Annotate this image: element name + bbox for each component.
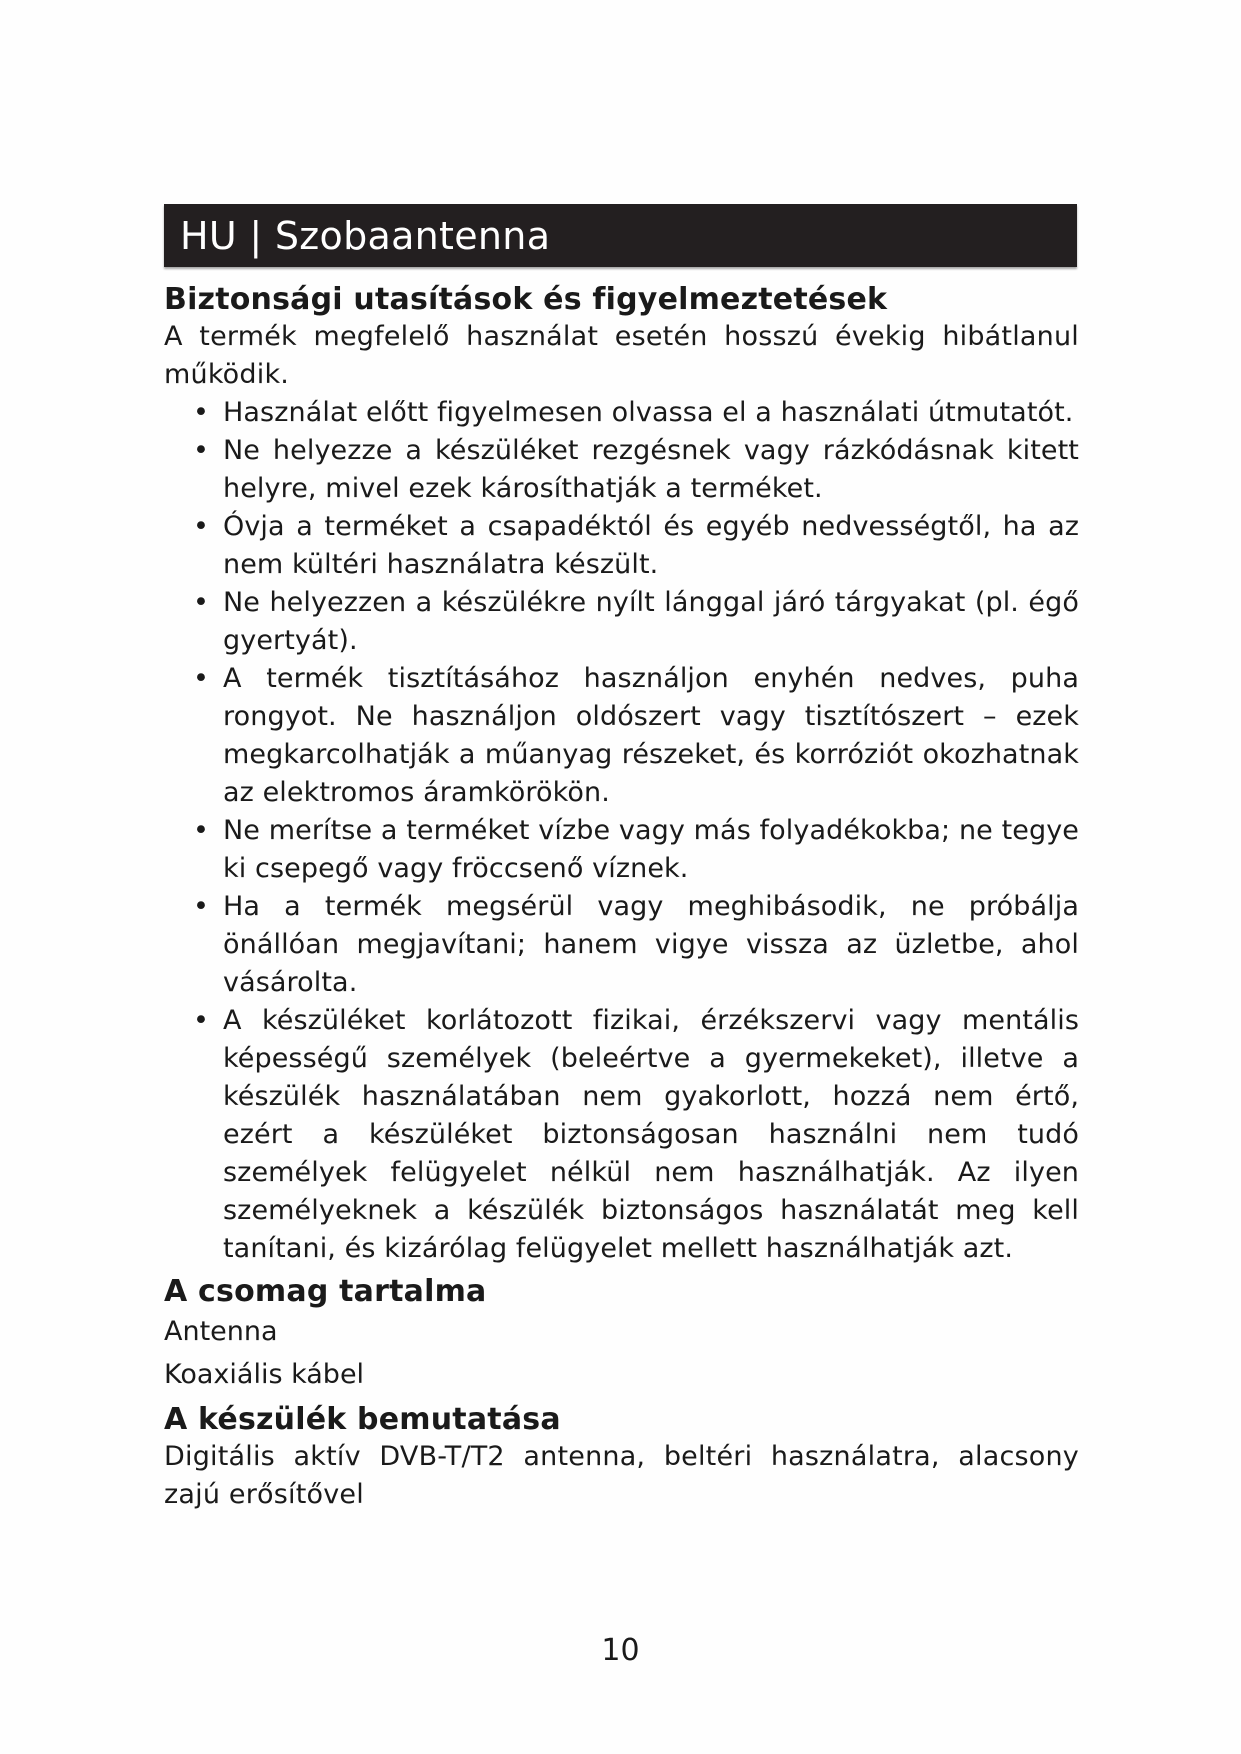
list-item-text: Ne merítse a terméket vízbe vagy más folyadékokba; ne tegye ki csepegő vagy fröccsenő víznek. bbox=[223, 815, 1079, 884]
package-item: Koaxiális kábel bbox=[164, 1359, 365, 1390]
bullet-icon: • bbox=[193, 663, 210, 694]
safety-heading: Biztonsági utasítások és figyelmeztetések bbox=[164, 282, 888, 317]
list-item-text: Használat előtt figyelmesen olvassa el a használati útmutatót. bbox=[223, 397, 1074, 428]
safety-list bbox=[164, 394, 1079, 1268]
content bbox=[164, 282, 1079, 1514]
list-item-text: A termék tisztításához használjon enyhén nedves, puha rongyot. Ne használjon oldószert vagy tisztítószert – ezek megkarcolhatják a műanyag részeket, és korróziót okozhatnak az elektromos áramkörökön. bbox=[223, 663, 1079, 808]
list-item-text: Ne helyezze a készüléket rezgésnek vagy rázkódásnak kitett helyre, mivel ezek károsíthatják a terméket. bbox=[223, 435, 1079, 504]
package-heading: A csomag tartalma bbox=[164, 1274, 487, 1309]
bullet-icon: • bbox=[193, 1005, 210, 1036]
safety-intro: A termék megfelelő használat esetén hosszú évekig hibátlanul működik. bbox=[164, 321, 1079, 390]
package-section bbox=[164, 1274, 1079, 1396]
device-section bbox=[164, 1402, 1079, 1514]
device-description: Digitális aktív DVB-T/T2 antenna, beltéri használatra, alacsony zajú erősítővel bbox=[164, 1441, 1079, 1510]
list-item bbox=[193, 812, 1079, 888]
bullet-icon: • bbox=[193, 511, 210, 542]
package-item: Antenna bbox=[164, 1316, 278, 1347]
list-item-text: Ha a termék megsérül vagy meghibásodik, ne próbálja önállóan megjavítani; hanem vigye vissza az üzletbe, ahol vásárolta. bbox=[223, 891, 1079, 998]
list-item bbox=[193, 1002, 1079, 1268]
header-bar bbox=[164, 204, 1077, 267]
safety-section bbox=[164, 282, 1079, 1268]
list-item-text: A készüléket korlátozott fizikai, érzékszervi vagy mentális képességű személyek (beleértve a gyermekeket), illetve a készülék használatában nem gyakorlott, hozzá nem értő, ezért a készüléket biztonságosan használni nem tudó személyek felügyelet nélkül nem használhatják. Az ilyen személyeknek a készülék biztonságos használatát meg kell tanítani, és kizárólag felügyelet mellett használhatják azt. bbox=[223, 1005, 1079, 1264]
list-item bbox=[193, 394, 1079, 432]
list-item-text: Ne helyezzen a készülékre nyílt lánggal járó tárgyakat (pl. égő gyertyát). bbox=[223, 587, 1079, 656]
bullet-icon: • bbox=[193, 891, 210, 922]
bullet-icon: • bbox=[193, 397, 210, 428]
list-item bbox=[193, 584, 1079, 660]
list-item-text: Óvja a terméket a csapadéktól és egyéb nedvességtől, ha az nem kültéri használatra készült. bbox=[223, 511, 1079, 580]
bullet-icon: • bbox=[193, 587, 210, 618]
device-heading: A készülék bemutatása bbox=[164, 1402, 561, 1437]
list-item bbox=[193, 508, 1079, 584]
list-item bbox=[193, 888, 1079, 1002]
page-title: HU | Szobaantenna bbox=[180, 213, 551, 258]
list-item bbox=[193, 432, 1079, 508]
list-item bbox=[193, 660, 1079, 812]
bullet-icon: • bbox=[193, 435, 210, 466]
bullet-icon: • bbox=[193, 815, 210, 846]
page-number: 10 bbox=[601, 1633, 640, 1668]
